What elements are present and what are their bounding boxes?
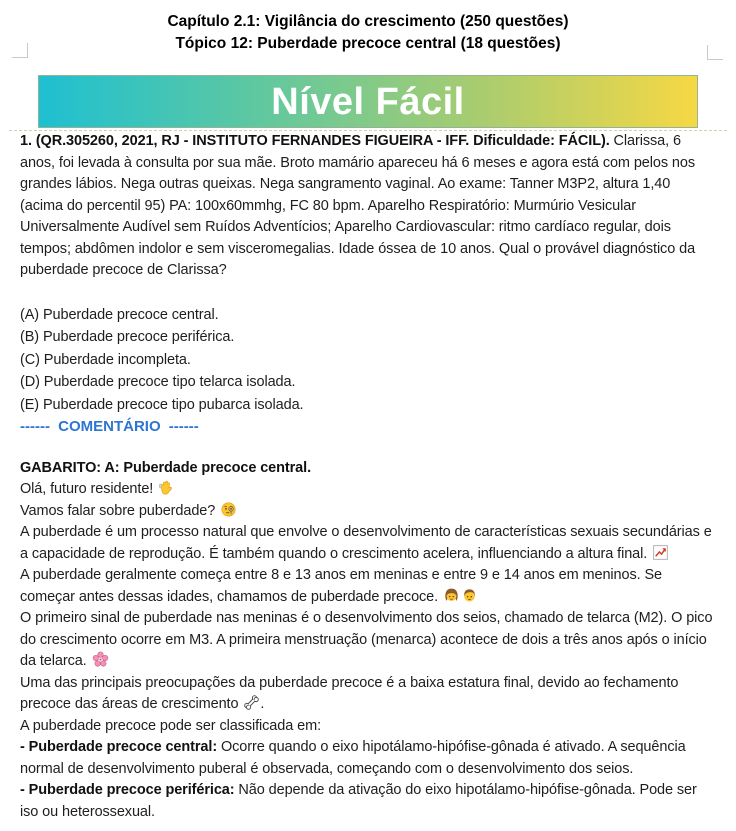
cherry-blossom-emoji: [92, 651, 109, 668]
text-boundary-corner-right: [707, 45, 723, 60]
comment-paragraph: - Puberdade precoce central: Ocorre quando o eixo hipotálamo-hipófise-gônada é ativado. A sequência normal de desenvolvimento puberal é observada, começando com o desenvolvimento dos seios.: [20, 739, 686, 777]
option-a: (A) Puberdade precoce central.: [20, 306, 219, 323]
option-e: (E) Puberdade precoce tipo pubarca isolada.: [20, 396, 304, 413]
comment-paragraph: Vamos falar sobre puberdade?: [20, 501, 716, 523]
options-list: [20, 304, 716, 417]
comment-paragraph: Olá, futuro residente!: [20, 479, 716, 501]
bone-emoji: [243, 694, 260, 711]
difficulty-label: Nível Fácil: [271, 80, 465, 123]
comment-paragraph: A puberdade é um processo natural que envolve o desenvolvimento de características sexuais secundárias e a capacidade de reprodução. É também quando o crescimento acelera, influenciando a altura final.: [20, 524, 712, 562]
option-c: (C) Puberdade incompleta.: [20, 351, 191, 368]
comment-divider: ------ COMENTÁRIO ------: [20, 418, 199, 435]
face-with-monocle-emoji: [220, 501, 237, 518]
text-boundary-corner-left: [12, 43, 28, 58]
comment-paragraph: O primeiro sinal de puberdade nas meninas é o desenvolvimento dos seios, chamado de telarca (M2). O pico do crescimento ocorre em M3. A primeira menstruação (menarca) acontece de dois a três anos após o início da telarca.: [20, 610, 713, 669]
chapter-header: [0, 0, 736, 54]
comment-paragraph: A puberdade geralmente começa entre 8 e 13 anos em meninas e entre 9 e 14 anos em meninos. Se começar antes dessas idades, chamamos de puberdade precoce.: [20, 567, 662, 605]
comment-paragraph: - Puberdade precoce periférica: Não depende da ativação do eixo hipotálamo-hipófise-gônada. Pode ser iso ou heterossexual.: [20, 782, 697, 820]
waving-hand-emoji: [158, 479, 175, 496]
comment-paragraph: A puberdade precoce pode ser classificada em:: [20, 717, 321, 734]
gabarito-line: GABARITO: A: Puberdade precoce central.: [20, 459, 311, 476]
question-source: 1. (QR.305260, 2021, RJ - INSTITUTO FERNANDES FIGUEIRA - IFF. Dificuldade: FÁCIL).: [20, 133, 610, 149]
comment-paragraph: Uma das principais preocupações da puberdade precoce é a baixa estatura final, devido ao fechamento precoce das áreas de crescimento .: [20, 674, 679, 712]
chart-increasing-emoji: [652, 544, 669, 561]
chapter-title: Capítulo 2.1: Vigilância do crescimento (250 questões): [167, 13, 569, 30]
difficulty-banner: [38, 75, 698, 128]
topic-title: Tópico 12: Puberdade precoce central (18 questões): [175, 34, 561, 52]
comment-body: [20, 458, 716, 824]
option-b: (B) Puberdade precoce periférica.: [20, 329, 235, 345]
question-body: Clarissa, 6 anos, foi levada à consulta por sua mãe. Broto mamário apareceu há 6 meses e agora está com pelos nos grandes lábios. Nega outras queixas. Nega sangramento vaginal. Ao exame: Tanner M3P2, altura 1,40 (acima do percentil 95) PA: 100x60mmhg, FC 80 bpm. Aparelho Respiratório: Murmúrio Vesicular Universalmente Audível sem Ruídos Adventícios; Aparelho Cardiovascular: ritmo cardíaco regular, dois tempos; abdômen indolor e sem visceromegalias. Idade óssea de 10 anos. Qual o provável diagnóstico da puberdade precoce de Clarissa?: [20, 133, 696, 278]
boy-emoji: [461, 587, 478, 604]
option-d: (D) Puberdade precoce tipo telarca isolada.: [20, 374, 296, 390]
girl-emoji: [443, 587, 460, 604]
question-text: [20, 131, 716, 282]
